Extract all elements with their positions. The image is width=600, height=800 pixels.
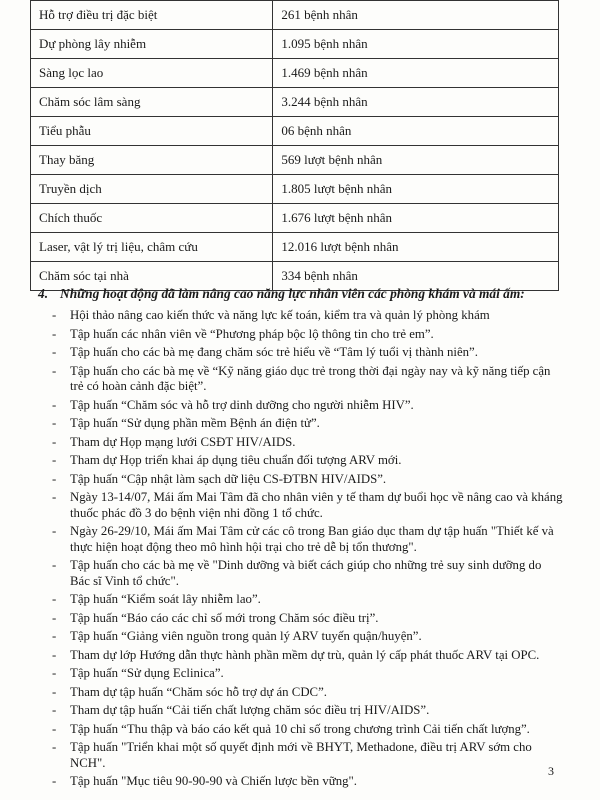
list-item: - Tập huấn cho các bà mẹ về "Dinh dưỡng và biết cách giúp cho những trẻ suy sinh dưỡng do Bác sĩ Vinh tổ chức". — [52, 558, 564, 589]
section-number: 4. — [38, 286, 49, 301]
service-count: 12.016 lượt bệnh nhân — [273, 233, 559, 262]
table-row — [31, 175, 559, 204]
list-item: - Tập huấn “Kiểm soát lây nhiễm lao”. — [52, 592, 564, 608]
table-row — [31, 59, 559, 88]
service-label: Dự phòng lây nhiễm — [31, 30, 273, 59]
service-label: Hỗ trợ điều trị đặc biệt — [31, 1, 273, 30]
service-count: 334 bệnh nhân — [273, 262, 559, 291]
service-label: Tiểu phẫu — [31, 117, 273, 146]
list-item: - Tham dự tập huấn “Chăm sóc hỗ trợ dự án CDC”. — [52, 685, 564, 701]
service-count: 1.469 bệnh nhân — [273, 59, 559, 88]
service-label: Chích thuốc — [31, 204, 273, 233]
service-count: 569 lượt bệnh nhân — [273, 146, 559, 175]
service-count: 06 bệnh nhân — [273, 117, 559, 146]
table-row — [31, 146, 559, 175]
services-table-body — [31, 1, 559, 291]
list-item: - Tham dự tập huấn “Cải tiến chất lượng chăm sóc điều trị HIV/AIDS”. — [52, 703, 564, 719]
service-count: 1.805 lượt bệnh nhân — [273, 175, 559, 204]
list-item: - Tập huấn “Báo cáo các chỉ số mới trong Chăm sóc điều trị”. — [52, 611, 564, 627]
list-item: - Tập huấn “Sử dụng phần mềm Bệnh án điện tử”. — [52, 416, 564, 432]
list-item: - Tập huấn cho các bà mẹ đang chăm sóc trẻ hiểu về “Tâm lý tuổi vị thành niên”. — [52, 345, 564, 361]
table-row — [31, 204, 559, 233]
service-count: 261 bệnh nhân — [273, 1, 559, 30]
service-count: 1.676 lượt bệnh nhân — [273, 204, 559, 233]
list-item: - Tham dự Họp triển khai áp dụng tiêu chuẩn đối tượng ARV mới. — [52, 453, 564, 469]
services-table — [30, 0, 559, 291]
list-item: - Ngày 26-29/10, Mái ấm Mai Tâm cử các cô trong Ban giáo dục tham dự tập huấn "Thiết kế và thực hiện hoạt động theo mô hình hội trại cho trẻ dễ bị tổn thương". — [52, 524, 564, 555]
table-row — [31, 88, 559, 117]
service-label: Sàng lọc lao — [31, 59, 273, 88]
list-item: - Tập huấn “Giảng viên nguồn trong quản lý ARV tuyến quận/huyện”. — [52, 629, 564, 645]
service-label: Truyền dịch — [31, 175, 273, 204]
table-row — [31, 30, 559, 59]
service-count: 1.095 bệnh nhân — [273, 30, 559, 59]
list-item: - Tập huấn “Thu thập và báo cáo kết quả 10 chỉ số trong chương trình Cải tiến chất lượng”. — [52, 722, 564, 738]
list-item: - Tập huấn “Chăm sóc và hỗ trợ dinh dưỡng cho người nhiễm HIV”. — [52, 398, 564, 414]
list-item: - Tập huấn "Triển khai một số quyết định mới về BHYT, Methadone, điều trị ARV sớm cho NCH". — [52, 740, 564, 771]
section-title: Những hoạt động đã làm nâng cao năng lực nhân viên các phòng khám và mái ấm: — [60, 286, 525, 301]
list-item: - Tập huấn các nhân viên về “Phương pháp bộc lộ thông tin cho trẻ em”. — [52, 327, 564, 343]
section-heading — [38, 286, 525, 302]
list-item: - Tham dự Họp mạng lưới CSĐT HIV/AIDS. — [52, 435, 564, 451]
list-item: - Tập huấn “Cập nhật làm sạch dữ liệu CS-ĐTBN HIV/AIDS”. — [52, 472, 564, 488]
list-item: - Tham dự lớp Hướng dẫn thực hành phần mềm dự trù, quản lý cấp phát thuốc ARV tại OPC. — [52, 648, 564, 664]
table-row — [31, 233, 559, 262]
table-row — [31, 1, 559, 30]
list-item: - Tập huấn cho các bà mẹ về “Kỹ năng giáo dục trẻ trong thời đại ngày nay và kỹ năng tiếp cận trẻ có hoàn cảnh đặc biệt”. — [52, 364, 564, 395]
service-label: Chăm sóc lâm sàng — [31, 88, 273, 117]
activities-list — [52, 308, 564, 793]
service-label: Thay băng — [31, 146, 273, 175]
list-item: - Tập huấn “Sử dụng Eclinica”. — [52, 666, 564, 682]
service-label: Laser, vật lý trị liệu, châm cứu — [31, 233, 273, 262]
list-item: - Ngày 13-14/07, Mái ấm Mai Tâm đã cho nhân viên y tế tham dự buổi học về nâng cao và kháng thuốc phác đồ 3 do bệnh viện nhi đồng 1 tổ chức. — [52, 490, 564, 521]
list-item: - Tập huấn "Mục tiêu 90-90-90 và Chiến lược bền vững". — [52, 774, 564, 790]
service-count: 3.244 bệnh nhân — [273, 88, 559, 117]
table-row — [31, 117, 559, 146]
page-number: 3 — [548, 764, 554, 778]
service-label: Chăm sóc tại nhà — [31, 262, 273, 291]
list-item: - Hội thảo nâng cao kiến thức và năng lực kế toán, kiểm tra và quản lý phòng khám — [52, 308, 564, 324]
